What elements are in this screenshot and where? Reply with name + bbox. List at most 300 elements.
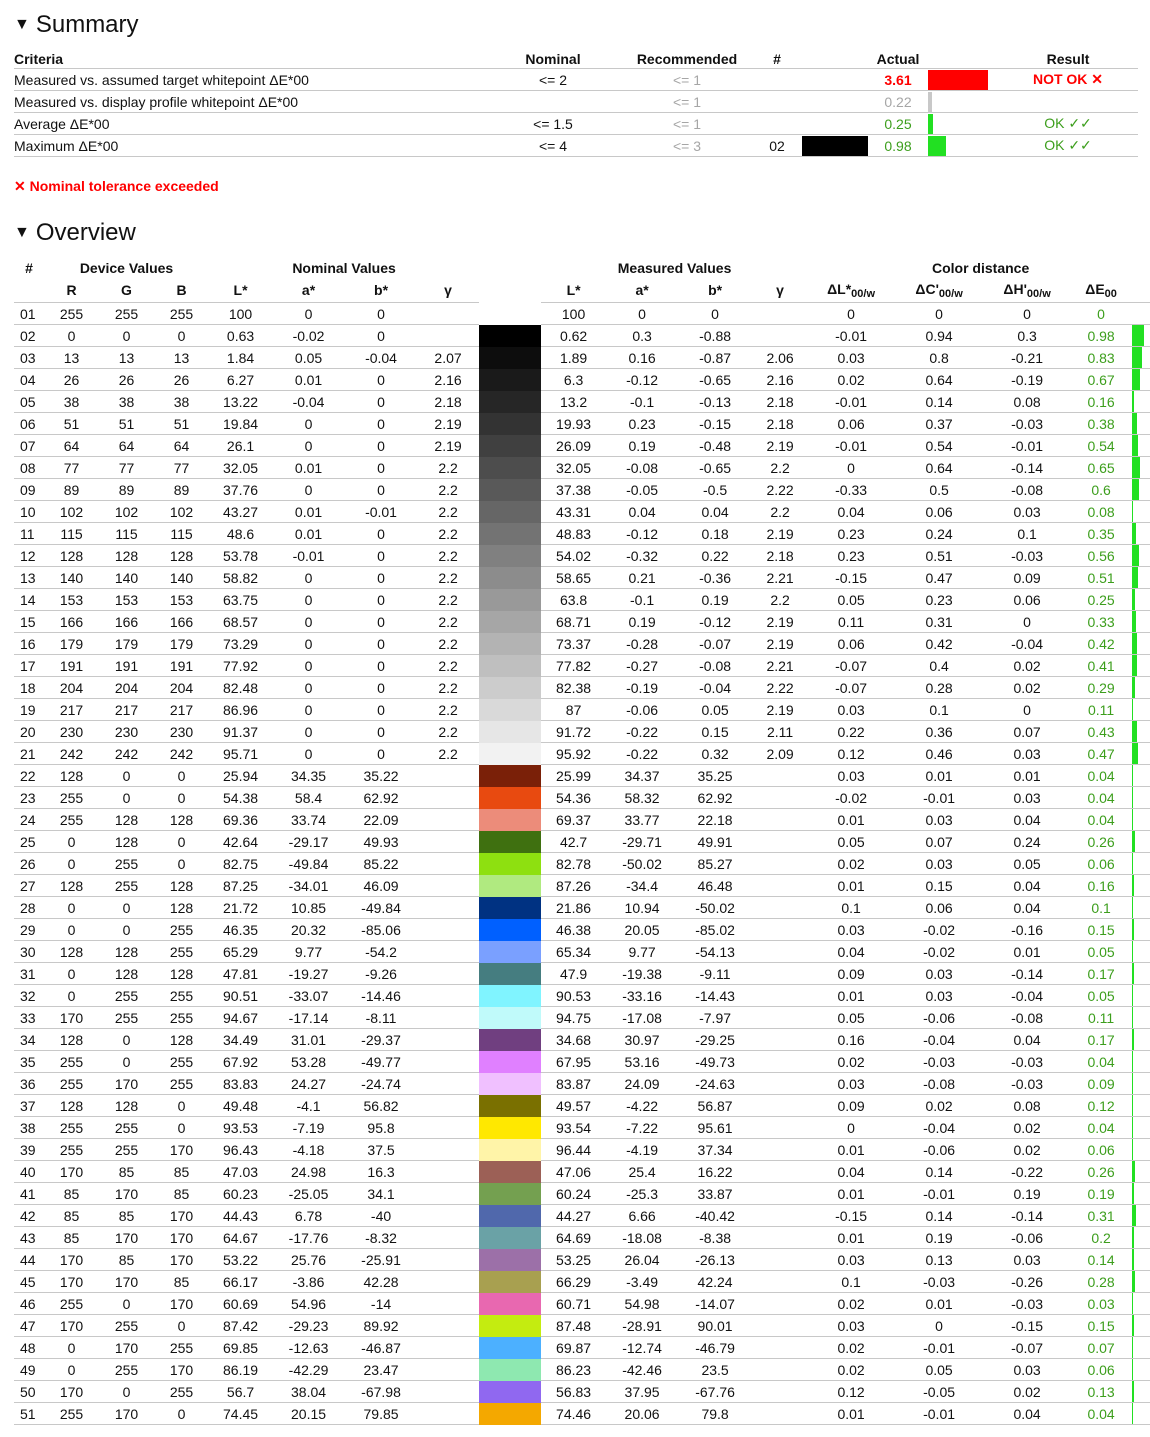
device-b: 128 [154, 875, 209, 897]
device-b: 0 [154, 765, 209, 787]
delta-h: 0.03 [984, 743, 1070, 765]
nominal-b: 0 [345, 457, 417, 479]
summary-patch-number [752, 113, 802, 135]
device-b: 0 [154, 787, 209, 809]
sub-header-measured-a: a* [606, 278, 678, 303]
measured-a: -33.16 [606, 985, 678, 1007]
summary-nominal: <= 2 [484, 69, 622, 91]
measured-l: 53.25 [541, 1249, 606, 1271]
collapse-triangle-icon[interactable]: ▼ [14, 224, 30, 241]
delta-l: -0.15 [808, 1205, 894, 1227]
nominal-l: 93.53 [209, 1117, 272, 1139]
nominal-b: -67.98 [345, 1381, 417, 1403]
measured-gamma: 2.06 [752, 347, 808, 369]
nominal-b: -25.91 [345, 1249, 417, 1271]
color-swatch [479, 479, 541, 501]
device-b: 128 [154, 963, 209, 985]
color-swatch [479, 677, 541, 699]
device-b: 170 [154, 1205, 209, 1227]
patch-number: 26 [14, 853, 44, 875]
nominal-b: 0 [345, 633, 417, 655]
delta-c: -0.01 [894, 1183, 984, 1205]
color-swatch [479, 699, 541, 721]
patch-number: 40 [14, 1161, 44, 1183]
measured-a: -0.32 [606, 545, 678, 567]
delta-e: 0.04 [1070, 787, 1132, 809]
nominal-b: -49.84 [345, 897, 417, 919]
nominal-gamma: 2.2 [417, 567, 479, 589]
patch-number: 03 [14, 347, 44, 369]
nominal-b: 0 [345, 611, 417, 633]
measured-gamma: 2.19 [752, 523, 808, 545]
nominal-l: 63.75 [209, 589, 272, 611]
color-swatch [479, 1095, 541, 1117]
measured-a: -4.22 [606, 1095, 678, 1117]
delta-c: 0 [894, 1315, 984, 1337]
nominal-l: 60.69 [209, 1293, 272, 1315]
measured-gamma [752, 765, 808, 787]
measured-l: 95.92 [541, 743, 606, 765]
table-row [14, 567, 1150, 589]
nominal-b: 49.93 [345, 831, 417, 853]
color-swatch [479, 787, 541, 809]
measured-l: 87.26 [541, 875, 606, 897]
delta-c: -0.08 [894, 1073, 984, 1095]
device-b: 255 [154, 919, 209, 941]
sub-header-bar [1132, 278, 1150, 303]
nominal-l: 73.29 [209, 633, 272, 655]
device-g: 255 [99, 853, 154, 875]
delta-h: 0.03 [984, 787, 1070, 809]
device-b: 0 [154, 1315, 209, 1337]
measured-gamma: 2.21 [752, 567, 808, 589]
measured-gamma [752, 787, 808, 809]
delta-e-bar [1132, 875, 1134, 896]
measured-gamma: 2.19 [752, 611, 808, 633]
nominal-l: 44.43 [209, 1205, 272, 1227]
measured-b: 42.24 [678, 1271, 752, 1293]
device-g: 85 [99, 1161, 154, 1183]
measured-gamma [752, 1337, 808, 1359]
sub-header-swatch [479, 278, 541, 303]
device-b: 153 [154, 589, 209, 611]
color-swatch [479, 743, 541, 765]
measured-a: 0.23 [606, 413, 678, 435]
delta-h: 0.02 [984, 1139, 1070, 1161]
nominal-b: -0.04 [345, 347, 417, 369]
delta-e-bar-cell [1132, 1403, 1150, 1425]
group-header-distance: Color distance [931, 260, 1030, 276]
delta-c: 0.03 [894, 963, 984, 985]
device-g: 153 [99, 589, 154, 611]
measured-l: 44.27 [541, 1205, 606, 1227]
summary-nominal: <= 4 [484, 135, 622, 157]
delta-c: 0.03 [894, 853, 984, 875]
nominal-gamma [417, 1227, 479, 1249]
nominal-gamma [417, 303, 479, 325]
nominal-b: 85.22 [345, 853, 417, 875]
color-swatch [479, 809, 541, 831]
measured-a: -3.49 [606, 1271, 678, 1293]
measured-a: 0.21 [606, 567, 678, 589]
nominal-a: 0.01 [272, 457, 345, 479]
nominal-gamma [417, 1315, 479, 1337]
nominal-gamma [417, 853, 479, 875]
nominal-l: 0.63 [209, 325, 272, 347]
nominal-b: 0 [345, 699, 417, 721]
delta-l: 0.05 [808, 831, 894, 853]
table-row [14, 1161, 1150, 1183]
summary-criteria: Average ΔE*00 [14, 113, 484, 135]
measured-gamma: 2.19 [752, 435, 808, 457]
table-row [14, 1381, 1150, 1403]
color-swatch [479, 897, 541, 919]
nominal-gamma [417, 1117, 479, 1139]
group-header-measured: Measured Values [617, 260, 732, 276]
delta-e-bar [1132, 1095, 1133, 1116]
nominal-l: 86.19 [209, 1359, 272, 1381]
color-swatch [479, 721, 541, 743]
device-b: 128 [154, 897, 209, 919]
delta-e: 0.28 [1070, 1271, 1132, 1293]
patch-number: 29 [14, 919, 44, 941]
device-r: 140 [44, 567, 99, 589]
delta-l: 0 [808, 457, 894, 479]
nominal-gamma: 2.2 [417, 523, 479, 545]
nominal-l: 48.6 [209, 523, 272, 545]
measured-gamma: 2.16 [752, 369, 808, 391]
delta-e-bar-cell [1132, 303, 1150, 325]
measured-gamma [752, 1381, 808, 1403]
patch-number: 04 [14, 369, 44, 391]
color-swatch [479, 1051, 541, 1073]
color-swatch [479, 875, 541, 897]
device-r: 51 [44, 413, 99, 435]
table-row [14, 325, 1150, 347]
table-row [14, 1249, 1150, 1271]
patch-number: 33 [14, 1007, 44, 1029]
delta-e-bar [1132, 1029, 1134, 1050]
delta-h: 0.02 [984, 677, 1070, 699]
delta-l: 0.22 [808, 721, 894, 743]
delta-l: -0.01 [808, 391, 894, 413]
measured-l: 65.34 [541, 941, 606, 963]
nominal-gamma: 2.07 [417, 347, 479, 369]
patch-number: 45 [14, 1271, 44, 1293]
group-header-device: Device Values [79, 260, 174, 276]
delta-c: 0.36 [894, 721, 984, 743]
measured-gamma [752, 1249, 808, 1271]
measured-a: -7.22 [606, 1117, 678, 1139]
table-row [14, 963, 1150, 985]
delta-e-bar [1132, 1315, 1134, 1336]
delta-e: 0.6 [1070, 479, 1132, 501]
device-r: 255 [44, 809, 99, 831]
device-g: 255 [99, 303, 154, 325]
delta-e-bar [1132, 523, 1136, 544]
measured-gamma [752, 941, 808, 963]
patch-number: 17 [14, 655, 44, 677]
device-b: 128 [154, 545, 209, 567]
color-swatch [479, 985, 541, 1007]
device-r: 128 [44, 1095, 99, 1117]
patch-number: 02 [14, 325, 44, 347]
nominal-a: -0.04 [272, 391, 345, 413]
nominal-a: 0.01 [272, 501, 345, 523]
measured-l: 82.78 [541, 853, 606, 875]
sub-header-delta-e: $\Delta E_{00}$ [1070, 278, 1132, 303]
delta-e-bar-cell [1132, 1315, 1150, 1337]
delta-e-bar-cell [1132, 523, 1150, 545]
device-r: 191 [44, 655, 99, 677]
delta-e-bar [1132, 589, 1135, 610]
delta-l: 0.02 [808, 1359, 894, 1381]
summary-patch-number [752, 91, 802, 113]
delta-e-bar-cell [1132, 941, 1150, 963]
measured-a: 0.04 [606, 501, 678, 523]
device-g: 179 [99, 633, 154, 655]
delta-e-bar-cell [1132, 347, 1150, 369]
collapse-triangle-icon[interactable]: ▼ [14, 16, 30, 33]
summary-table [14, 50, 1138, 157]
measured-b: -0.04 [678, 677, 752, 699]
nominal-gamma: 2.2 [417, 699, 479, 721]
device-r: 242 [44, 743, 99, 765]
nominal-l: 21.72 [209, 897, 272, 919]
delta-h: -0.04 [984, 633, 1070, 655]
measured-gamma: 2.19 [752, 699, 808, 721]
nominal-b: -29.37 [345, 1029, 417, 1051]
measured-l: 43.31 [541, 501, 606, 523]
delta-c: 0.64 [894, 369, 984, 391]
delta-e: 0.16 [1070, 875, 1132, 897]
patch-number: 10 [14, 501, 44, 523]
delta-e-bar-cell [1132, 787, 1150, 809]
delta-l: 0.03 [808, 347, 894, 369]
patch-number: 42 [14, 1205, 44, 1227]
color-swatch [479, 325, 541, 347]
table-row [14, 787, 1150, 809]
delta-e-bar-cell [1132, 919, 1150, 941]
measured-a: 34.37 [606, 765, 678, 787]
delta-c: 0.02 [894, 1095, 984, 1117]
delta-e-bar [1132, 787, 1133, 808]
patch-number: 14 [14, 589, 44, 611]
nominal-a: 0 [272, 721, 345, 743]
delta-h: 0.03 [984, 1249, 1070, 1271]
color-swatch [479, 501, 541, 523]
device-g: 255 [99, 1007, 154, 1029]
nominal-b: 0 [345, 523, 417, 545]
device-b: 255 [154, 1381, 209, 1403]
delta-e-bar-cell [1132, 897, 1150, 919]
nominal-a: -0.02 [272, 325, 345, 347]
delta-e: 0.1 [1070, 897, 1132, 919]
delta-h: -0.22 [984, 1161, 1070, 1183]
measured-a: 30.97 [606, 1029, 678, 1051]
device-b: 128 [154, 809, 209, 831]
delta-l: 0.02 [808, 1051, 894, 1073]
delta-c: 0.4 [894, 655, 984, 677]
nominal-b: 89.92 [345, 1315, 417, 1337]
color-swatch [479, 1139, 541, 1161]
measured-b: 35.25 [678, 765, 752, 787]
measured-b: -54.13 [678, 941, 752, 963]
nominal-a: 0 [272, 479, 345, 501]
device-g: 102 [99, 501, 154, 523]
delta-e: 0.83 [1070, 347, 1132, 369]
delta-c: 0.15 [894, 875, 984, 897]
nominal-gamma: 2.2 [417, 479, 479, 501]
device-g: 128 [99, 831, 154, 853]
delta-e-bar-cell [1132, 1117, 1150, 1139]
delta-h: 0.04 [984, 897, 1070, 919]
device-b: 255 [154, 1337, 209, 1359]
delta-c: -0.06 [894, 1007, 984, 1029]
delta-h: -0.03 [984, 1293, 1070, 1315]
delta-e: 0.04 [1070, 1051, 1132, 1073]
delta-l: -0.01 [808, 435, 894, 457]
measured-l: 73.37 [541, 633, 606, 655]
nominal-gamma [417, 831, 479, 853]
device-g: 255 [99, 1139, 154, 1161]
device-g: 128 [99, 963, 154, 985]
delta-h: -0.26 [984, 1271, 1070, 1293]
measured-l: 60.71 [541, 1293, 606, 1315]
measured-a: -19.38 [606, 963, 678, 985]
delta-l: 0.06 [808, 413, 894, 435]
summary-header-recommended: Recommended [622, 50, 752, 69]
device-r: 38 [44, 391, 99, 413]
nominal-gamma [417, 765, 479, 787]
device-g: 128 [99, 809, 154, 831]
delta-c: 0.23 [894, 589, 984, 611]
device-b: 13 [154, 347, 209, 369]
sub-header-measured-l: L* [541, 278, 606, 303]
overview-heading[interactable] [14, 219, 136, 250]
summary-heading[interactable] [14, 11, 139, 42]
delta-e-bar-cell [1132, 1007, 1150, 1029]
delta-e: 0.31 [1070, 1205, 1132, 1227]
summary-row [14, 69, 1138, 91]
color-swatch [479, 369, 541, 391]
measured-b: -0.5 [678, 479, 752, 501]
device-b: 191 [154, 655, 209, 677]
device-r: 85 [44, 1183, 99, 1205]
table-row [14, 1095, 1150, 1117]
device-r: 230 [44, 721, 99, 743]
delta-c: 0.14 [894, 1205, 984, 1227]
color-swatch [479, 1117, 541, 1139]
device-g: 0 [99, 765, 154, 787]
delta-e-bar [1132, 655, 1137, 676]
measured-l: 54.02 [541, 545, 606, 567]
measured-gamma [752, 919, 808, 941]
table-row [14, 897, 1150, 919]
measured-gamma [752, 1139, 808, 1161]
delta-e-bar [1132, 743, 1138, 764]
measured-gamma [752, 1315, 808, 1337]
nominal-a: 0 [272, 611, 345, 633]
nominal-b: 0 [345, 325, 417, 347]
delta-c: 0.06 [894, 501, 984, 523]
nominal-gamma: 2.16 [417, 369, 479, 391]
nominal-l: 82.48 [209, 677, 272, 699]
nominal-b: 0 [345, 589, 417, 611]
patch-number: 46 [14, 1293, 44, 1315]
device-r: 217 [44, 699, 99, 721]
nominal-b: 0 [345, 413, 417, 435]
measured-gamma: 2.18 [752, 545, 808, 567]
table-row [14, 1337, 1150, 1359]
delta-h: 0 [984, 699, 1070, 721]
nominal-a: -17.76 [272, 1227, 345, 1249]
delta-l: 0.04 [808, 501, 894, 523]
measured-l: 96.44 [541, 1139, 606, 1161]
device-r: 255 [44, 303, 99, 325]
device-g: 13 [99, 347, 154, 369]
delta-e: 0.98 [1070, 325, 1132, 347]
color-swatch [479, 457, 541, 479]
summary-criteria: Measured vs. assumed target whitepoint ΔE*00 [14, 69, 484, 91]
measured-b: -29.25 [678, 1029, 752, 1051]
delta-l: 0.02 [808, 369, 894, 391]
table-row [14, 1051, 1150, 1073]
measured-gamma: 2.22 [752, 479, 808, 501]
measured-b: 56.87 [678, 1095, 752, 1117]
measured-b: -24.63 [678, 1073, 752, 1095]
nominal-a: -0.01 [272, 545, 345, 567]
nominal-b: 0 [345, 743, 417, 765]
device-g: 51 [99, 413, 154, 435]
table-row [14, 435, 1150, 457]
measured-gamma [752, 1007, 808, 1029]
summary-recommended: <= 1 [622, 91, 752, 113]
delta-h: -0.03 [984, 545, 1070, 567]
measured-b: -0.08 [678, 655, 752, 677]
device-b: 170 [154, 1249, 209, 1271]
table-row [14, 699, 1150, 721]
device-r: 64 [44, 435, 99, 457]
measured-b: -0.07 [678, 633, 752, 655]
measured-l: 37.38 [541, 479, 606, 501]
nominal-b: -8.11 [345, 1007, 417, 1029]
delta-c: 0.51 [894, 545, 984, 567]
device-r: 0 [44, 963, 99, 985]
device-r: 102 [44, 501, 99, 523]
delta-h: -0.03 [984, 1051, 1070, 1073]
measured-b: -8.38 [678, 1227, 752, 1249]
delta-e-bar-cell [1132, 369, 1150, 391]
patch-number: 01 [14, 303, 44, 325]
nominal-b: -14 [345, 1293, 417, 1315]
table-row [14, 985, 1150, 1007]
nominal-l: 54.38 [209, 787, 272, 809]
color-swatch [479, 1227, 541, 1249]
delta-e-bar [1132, 369, 1140, 390]
device-r: 170 [44, 1161, 99, 1183]
delta-e: 0.54 [1070, 435, 1132, 457]
nominal-gamma [417, 1139, 479, 1161]
measured-a: -50.02 [606, 853, 678, 875]
measured-b: 22.18 [678, 809, 752, 831]
nominal-gamma [417, 875, 479, 897]
summary-recommended: <= 1 [622, 113, 752, 135]
measured-gamma [752, 1051, 808, 1073]
measured-gamma [752, 1403, 808, 1425]
device-b: 255 [154, 1007, 209, 1029]
device-r: 13 [44, 347, 99, 369]
